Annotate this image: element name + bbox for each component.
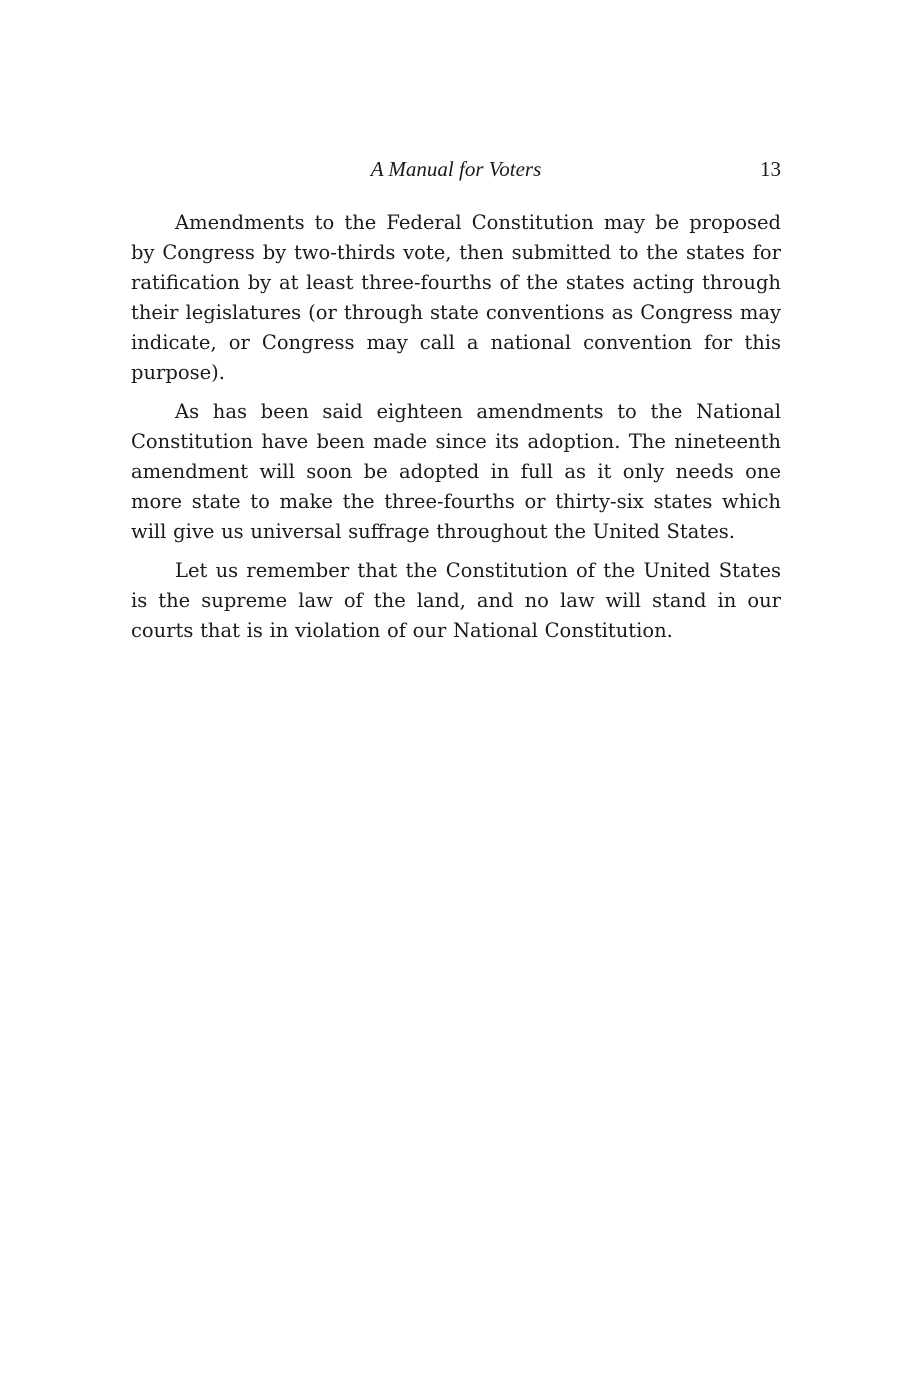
page-number: 13 (760, 157, 781, 181)
paragraph-nineteenth-amendment: As has been said eighteen amendments to the National Constitution have been made since its adoption. The nineteenth amendment will soon be adopted in full as it only needs one more state to make the three-fourths or thirty-six states which will give us universal suffrage throughout the United States. (131, 400, 781, 543)
paragraph-supreme-law: Let us remember that the Constitution of the United States is the supreme law of the land, and no law will stand in our courts that is in violation of our National Constitution. (131, 559, 781, 642)
body-text (131, 208, 781, 655)
paragraph-amendment-process: Amendments to the Federal Constitution may be proposed by Congress by two-thirds vote, then submitted to the states for ratification by at least three-fourths of the states acting through their legislatures (or through state conventions as Congress may indicate, or Congress may call a national convention for this purpose). (131, 211, 781, 384)
book-title: A Manual for Voters (370, 157, 542, 181)
running-header (131, 154, 781, 184)
